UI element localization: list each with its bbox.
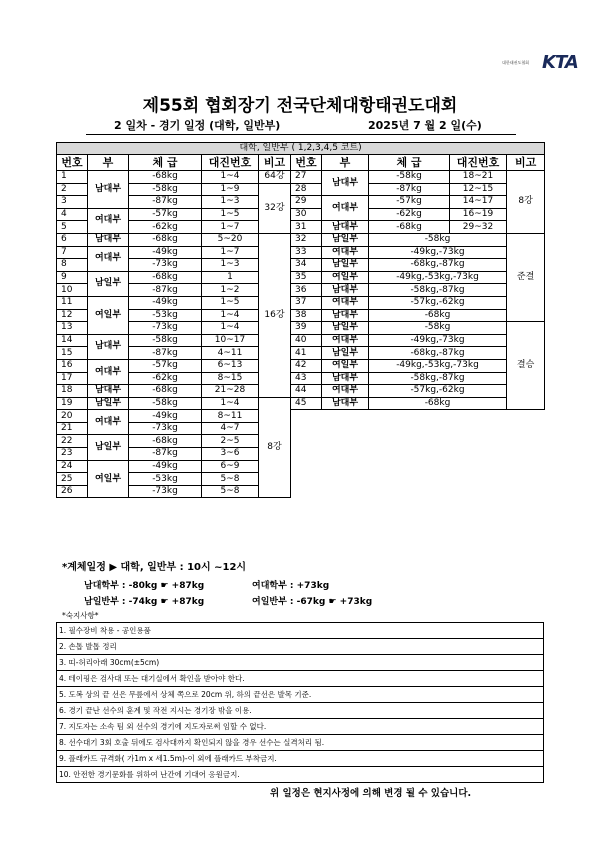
division: 남대부 xyxy=(88,233,129,246)
column-header: 비고 xyxy=(259,155,291,171)
table-row xyxy=(57,385,545,398)
column-header: 대진번호 xyxy=(202,155,259,171)
match-number: 5 xyxy=(57,221,88,234)
weight-class: -73kg xyxy=(129,259,202,272)
bracket-number: 29~32 xyxy=(450,221,507,234)
weight-class: -58kg xyxy=(369,322,507,335)
match-number: 36 xyxy=(291,284,322,297)
table-heading: 대학, 일반부 ( 1,2,3,4,5 코트) xyxy=(57,143,545,155)
weight-class: -87kg xyxy=(129,347,202,360)
bracket-number: 1~7 xyxy=(202,221,259,234)
match-number: 12 xyxy=(57,309,88,322)
bracket-number: 1 xyxy=(202,271,259,284)
match-number: 39 xyxy=(291,322,322,335)
bracket-number: 8~15 xyxy=(202,372,259,385)
empty-cell xyxy=(291,410,545,498)
weight-class: -57kg xyxy=(129,208,202,221)
notes-list xyxy=(56,622,544,783)
weight-class: -58kg xyxy=(369,171,450,184)
weight-class: -49kg xyxy=(129,296,202,309)
match-number: 43 xyxy=(291,372,322,385)
match-number: 15 xyxy=(57,347,88,360)
table-row xyxy=(57,259,545,272)
match-number: 42 xyxy=(291,359,322,372)
bracket-number: 10~17 xyxy=(202,334,259,347)
match-number: 41 xyxy=(291,347,322,360)
bracket-number: 1~5 xyxy=(202,296,259,309)
match-number: 19 xyxy=(57,397,88,410)
note-item: 7. 지도자는 소속 팀 외 선수의 경기에 지도자로써 임할 수 없다. xyxy=(56,719,544,735)
match-number: 20 xyxy=(57,410,88,423)
column-header: 비고 xyxy=(507,155,545,171)
table-row xyxy=(57,296,545,309)
match-number: 11 xyxy=(57,296,88,309)
bracket-number: 4~11 xyxy=(202,347,259,360)
bracket-number: 1~7 xyxy=(202,246,259,259)
column-header: 체 급 xyxy=(129,155,202,171)
logo-text: KTA xyxy=(542,52,578,73)
weight-class: -73kg xyxy=(129,322,202,335)
match-number: 23 xyxy=(57,448,88,461)
table-row xyxy=(57,208,545,221)
weight-class: -58kg,-87kg xyxy=(369,284,507,297)
page-title: 제55회 협회장기 전국단체대항태권도대회 xyxy=(142,96,458,116)
bracket-number: 18~21 xyxy=(450,171,507,184)
weight-class: -87kg xyxy=(129,448,202,461)
division: 남대부 xyxy=(322,372,369,385)
division: 여대부 xyxy=(322,334,369,347)
weight-class: -73kg xyxy=(129,422,202,435)
weight-class: -49kg xyxy=(129,460,202,473)
table-row xyxy=(57,284,545,297)
match-number: 34 xyxy=(291,259,322,272)
weight-class: -62kg xyxy=(369,208,450,221)
weigh-in-women-univ: 여대학부 : +73kg xyxy=(252,581,330,591)
bracket-number: 16~19 xyxy=(450,208,507,221)
division: 남대부 xyxy=(322,284,369,297)
weight-class: -68kg,-87kg xyxy=(369,259,507,272)
notes-heading: *숙지사항* xyxy=(62,611,99,620)
match-number: 22 xyxy=(57,435,88,448)
bracket-number: 1~4 xyxy=(202,171,259,184)
weight-class: -68kg xyxy=(129,385,202,398)
bracket-number: 8~11 xyxy=(202,410,259,423)
division: 여일부 xyxy=(88,296,129,334)
note-item: 3. 띠-허리아래 30cm(±5cm) xyxy=(56,655,544,671)
subtitle-day: 2 일차 - 경기 일정 (대학, 일반부) xyxy=(114,119,281,132)
division: 여대부 xyxy=(322,385,369,398)
weight-class: -58kg xyxy=(129,183,202,196)
division: 남대부 xyxy=(88,334,129,359)
match-number: 28 xyxy=(291,183,322,196)
division: 여대부 xyxy=(88,410,129,435)
division: 남대부 xyxy=(88,171,129,209)
round-note: 16강 xyxy=(259,233,291,397)
subtitle-date: 2025년 7 월 2 일(수) xyxy=(368,119,482,132)
note-item: 9. 플래카드 규격화( 가1m x 세1.5m)-이 외에 플래카드 부착금지. xyxy=(56,751,544,767)
division: 남일부 xyxy=(88,271,129,296)
division: 여대부 xyxy=(322,196,369,221)
match-number: 2 xyxy=(57,183,88,196)
weight-class: -58kg xyxy=(129,397,202,410)
bracket-number: 5~8 xyxy=(202,485,259,498)
note-item: 6. 경기 끝난 선수의 훈계 및 작전 지시는 경기장 밖을 이용. xyxy=(56,703,544,719)
division: 여일부 xyxy=(322,359,369,372)
match-number: 32 xyxy=(291,233,322,246)
round-note: 64강 xyxy=(259,171,291,184)
weight-class: -49kg xyxy=(129,246,202,259)
match-number: 29 xyxy=(291,196,322,209)
division: 남대부 xyxy=(322,309,369,322)
weight-class: -62kg xyxy=(129,372,202,385)
division: 여대부 xyxy=(88,359,129,384)
table-row xyxy=(57,309,545,322)
weight-class: -49kg,-53kg,-73kg xyxy=(369,271,507,284)
round-note: 8강 xyxy=(259,397,291,498)
bracket-number: 4~7 xyxy=(202,422,259,435)
division: 남일부 xyxy=(322,322,369,335)
table-row xyxy=(57,410,545,423)
table-row xyxy=(57,246,545,259)
table-row xyxy=(57,397,545,410)
division: 남대부 xyxy=(88,385,129,398)
division: 여일부 xyxy=(88,460,129,498)
logo-korean: 대한태권도협회 xyxy=(502,60,530,65)
match-number: 21 xyxy=(57,422,88,435)
note-item: 4. 테이핑은 검사대 또는 대기실에서 확인을 받아야 한다. xyxy=(56,671,544,687)
bracket-number: 1~5 xyxy=(202,208,259,221)
weigh-in-women-general: 여일반부 : -67kg ☛ +73kg xyxy=(252,597,373,607)
column-header: 대진번호 xyxy=(450,155,507,171)
division: 남일부 xyxy=(88,397,129,410)
round-note: 32강 xyxy=(259,183,291,233)
table-row xyxy=(57,196,545,209)
division: 여대부 xyxy=(88,208,129,233)
division: 남대부 xyxy=(322,171,369,196)
bracket-number: 2~5 xyxy=(202,435,259,448)
match-number: 7 xyxy=(57,246,88,259)
weight-class: -68kg xyxy=(369,397,507,410)
match-number: 26 xyxy=(57,485,88,498)
bracket-number: 5~8 xyxy=(202,473,259,486)
weigh-in-men-univ: 남대학부 : -80kg ☛ +87kg xyxy=(84,581,205,591)
column-header: 부 xyxy=(322,155,369,171)
weight-class: -68kg xyxy=(369,309,507,322)
match-number: 30 xyxy=(291,208,322,221)
note-item: 1. 필수장비 착용 - 공인용품 xyxy=(56,622,544,639)
weight-class: -68kg xyxy=(129,435,202,448)
table-row xyxy=(57,183,545,196)
weight-class: -68kg xyxy=(129,271,202,284)
weight-class: -57kg,-62kg xyxy=(369,385,507,398)
bracket-number: 1~4 xyxy=(202,322,259,335)
weight-class: -62kg xyxy=(129,221,202,234)
bracket-number: 14~17 xyxy=(450,196,507,209)
division: 여대부 xyxy=(88,246,129,271)
weight-class: -68kg xyxy=(369,221,450,234)
note-item: 2. 손톱 발톱 정리 xyxy=(56,639,544,655)
match-number: 14 xyxy=(57,334,88,347)
kta-logo xyxy=(502,52,578,74)
bracket-number: 12~15 xyxy=(450,183,507,196)
match-number: 24 xyxy=(57,460,88,473)
round-note: 준결 xyxy=(507,233,545,321)
weight-class: -58kg,-87kg xyxy=(369,372,507,385)
weight-class: -49kg,-53kg,-73kg xyxy=(369,359,507,372)
schedule-table xyxy=(56,142,545,498)
weight-class: -87kg xyxy=(129,284,202,297)
match-number: 16 xyxy=(57,359,88,372)
match-number: 4 xyxy=(57,208,88,221)
division: 남일부 xyxy=(322,259,369,272)
weigh-in-men-general: 남일반부 : -74kg ☛ +87kg xyxy=(84,597,205,607)
match-number: 33 xyxy=(291,246,322,259)
bracket-number: 6~9 xyxy=(202,460,259,473)
match-number: 35 xyxy=(291,271,322,284)
match-number: 6 xyxy=(57,233,88,246)
weight-class: -49kg,-73kg xyxy=(369,246,507,259)
division: 남대부 xyxy=(322,397,369,410)
note-item: 8. 선수대기 3회 호출 뒤에도 검사대까지 확인되지 않을 경우 선수는 실격처리 됨. xyxy=(56,735,544,751)
match-number: 1 xyxy=(57,171,88,184)
column-header: 번호 xyxy=(291,155,322,171)
bracket-number: 1~2 xyxy=(202,284,259,297)
division: 남일부 xyxy=(322,233,369,246)
match-number: 40 xyxy=(291,334,322,347)
weight-class: -87kg xyxy=(129,196,202,209)
division: 여일부 xyxy=(322,271,369,284)
bracket-number: 5~20 xyxy=(202,233,259,246)
match-number: 17 xyxy=(57,372,88,385)
match-number: 31 xyxy=(291,221,322,234)
division: 남일부 xyxy=(88,435,129,460)
note-item: 5. 도복 상의 끝 선은 무릎에서 상체 쪽으로 20cm 위, 하의 끝선은 발목 기준. xyxy=(56,687,544,703)
weight-class: -68kg xyxy=(129,171,202,184)
weight-class: -53kg xyxy=(129,309,202,322)
table-row xyxy=(57,372,545,385)
footer-note: 위 일정은 현지사정에 의해 변경 될 수 있습니다. xyxy=(270,788,472,799)
column-header: 번호 xyxy=(57,155,88,171)
division: 여대부 xyxy=(322,296,369,309)
weight-class: -87kg xyxy=(369,183,450,196)
subtitle xyxy=(86,117,516,135)
weight-class: -49kg,-73kg xyxy=(369,334,507,347)
match-number: 18 xyxy=(57,385,88,398)
match-number: 38 xyxy=(291,309,322,322)
weight-class: -68kg xyxy=(129,233,202,246)
note-item: 10. 안전한 경기문화를 위하여 난간에 기대어 응원금지. xyxy=(56,767,544,783)
table-row xyxy=(57,334,545,347)
bracket-number: 1~3 xyxy=(202,259,259,272)
table-row xyxy=(57,233,545,246)
round-note: 결승 xyxy=(507,322,545,410)
weight-class: -73kg xyxy=(129,485,202,498)
division: 남일부 xyxy=(322,347,369,360)
bracket-number: 6~13 xyxy=(202,359,259,372)
bracket-number: 1~4 xyxy=(202,309,259,322)
bracket-number: 21~28 xyxy=(202,385,259,398)
division: 남대부 xyxy=(322,221,369,234)
table-row xyxy=(57,347,545,360)
weight-class: -57kg xyxy=(129,359,202,372)
weight-class: -57kg,-62kg xyxy=(369,296,507,309)
weight-class: -49kg xyxy=(129,410,202,423)
bracket-number: 3~6 xyxy=(202,448,259,461)
match-number: 25 xyxy=(57,473,88,486)
table-row xyxy=(57,271,545,284)
division: 여대부 xyxy=(322,246,369,259)
match-number: 3 xyxy=(57,196,88,209)
table-row xyxy=(57,171,545,184)
weight-class: -58kg xyxy=(369,233,507,246)
match-number: 44 xyxy=(291,385,322,398)
round-note: 8강 xyxy=(507,171,545,234)
bracket-number: 1~4 xyxy=(202,397,259,410)
match-number: 27 xyxy=(291,171,322,184)
match-number: 37 xyxy=(291,296,322,309)
table-row xyxy=(57,359,545,372)
weight-class: -68kg,-87kg xyxy=(369,347,507,360)
weight-class: -58kg xyxy=(129,334,202,347)
weight-class: -57kg xyxy=(369,196,450,209)
bracket-number: 1~3 xyxy=(202,196,259,209)
match-number: 10 xyxy=(57,284,88,297)
column-header: 부 xyxy=(88,155,129,171)
match-number: 8 xyxy=(57,259,88,272)
bracket-number: 1~9 xyxy=(202,183,259,196)
match-number: 13 xyxy=(57,322,88,335)
weight-class: -53kg xyxy=(129,473,202,486)
table-row xyxy=(57,221,545,234)
column-header: 체 급 xyxy=(369,155,450,171)
match-number: 45 xyxy=(291,397,322,410)
table-row xyxy=(57,322,545,335)
weigh-in-heading: *계체일정 ▶ 대학, 일반부 : 10시 ~12시 xyxy=(62,562,247,573)
match-number: 9 xyxy=(57,271,88,284)
